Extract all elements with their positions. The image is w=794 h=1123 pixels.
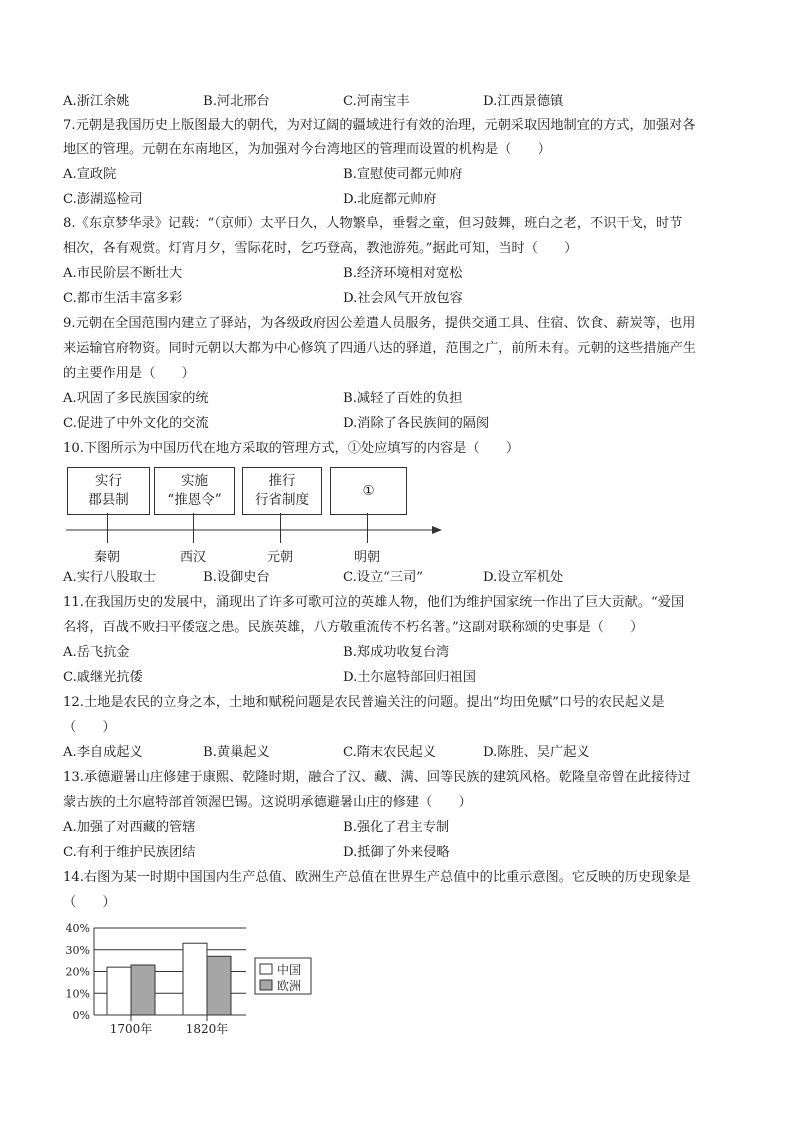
q12-stem-line-2: （ ） bbox=[63, 720, 116, 735]
q9-stem-line-2: 来运输官府物资。同时元朝以大都为中心修筑了四通八达的驿道，范围之广，前所未有。元朝的这些措施产生 bbox=[63, 341, 696, 356]
q6-option-d: D.江西景德镇 bbox=[483, 94, 564, 109]
flow-box-yuan-line-1: 推行 bbox=[268, 473, 296, 489]
q13-option-a: A.加强了对西藏的管辖 bbox=[63, 820, 196, 835]
label-yuan: 元朝 bbox=[266, 550, 293, 565]
q14-stem-line-1: 14.右图为某一时期中国国内生产总值、欧洲生产总值在世界生产总值中的比重示意图。它反映的历史现象是 bbox=[63, 870, 691, 885]
legend-swatch-1 bbox=[260, 980, 272, 990]
label-xihan: 西汉 bbox=[179, 550, 206, 565]
x-tick-label: 1700年 bbox=[109, 1022, 153, 1036]
q7-option-b: B.宣慰使司都元帅府 bbox=[343, 167, 463, 182]
gdp-share-chart bbox=[60, 918, 330, 1040]
tick-yuan bbox=[280, 513, 281, 543]
bar-1-0 bbox=[131, 965, 155, 1015]
q6-option-c: C.河南宝丰 bbox=[343, 94, 410, 109]
bar-0-0 bbox=[107, 967, 131, 1015]
q11-stem-line-2: 名将，百战不败扫平倭寇之患。民族英雄，八方敬重流传不朽名著。”这副对联称颂的史事是（ ） bbox=[63, 620, 644, 635]
legend-label-1: 欧洲 bbox=[277, 979, 302, 993]
flow-box-xihan-line-1: 实施 bbox=[181, 473, 208, 489]
q12-option-c: C.隋末农民起义 bbox=[343, 745, 436, 760]
flow-box-yuan-line-2: 行省制度 bbox=[255, 492, 309, 508]
tick-ming bbox=[367, 513, 368, 543]
legend-swatch-0 bbox=[260, 964, 272, 974]
y-tick-label: 20% bbox=[65, 965, 90, 979]
bar-0-1 bbox=[183, 943, 207, 1015]
flow-box-qin bbox=[67, 467, 150, 515]
flow-box-qin-line-1: 实行 bbox=[95, 473, 122, 489]
q11-option-b: B.郑成功收复台湾 bbox=[343, 645, 450, 660]
q8-option-d: D.社会风气开放包容 bbox=[343, 291, 463, 306]
q13-option-d: D.抵御了外来侵略 bbox=[343, 845, 450, 860]
q12-stem-line-1: 12.土地是农民的立身之本，土地和赋税问题是农民普遍关注的问题。提出“均田免赋”口号的农民起义是 bbox=[63, 695, 665, 710]
tick-qin bbox=[107, 513, 108, 543]
q8-option-b: B.经济环境相对宽松 bbox=[343, 266, 463, 281]
q13-stem-line-2: 蒙古族的土尔扈特部首领渥巴锡。这说明承德避暑山庄的修建（ ） bbox=[63, 795, 472, 810]
label-ming: 明朝 bbox=[353, 550, 380, 565]
q6-option-a: A.浙江余姚 bbox=[63, 94, 130, 109]
flow-box-ming-blank: ① bbox=[362, 482, 375, 499]
q11-option-c: C.戚继光抗倭 bbox=[63, 670, 143, 685]
q13-option-c: C.有利于维护民族团结 bbox=[63, 845, 196, 860]
timeline-arrow bbox=[60, 520, 450, 540]
flow-box-xihan bbox=[154, 467, 235, 515]
y-tick-label: 10% bbox=[65, 987, 90, 1001]
y-tick-label: 0% bbox=[72, 1009, 90, 1022]
q12-option-a: A.李自成起义 bbox=[63, 745, 143, 760]
q11-stem-line-1: 11.在我国历史的发展中，涌现出了许多可歌可泣的英雄人物，他们为维护国家统一作出了巨大贡献。“爱国 bbox=[63, 595, 685, 610]
q8-option-c: C.都市生活丰富多彩 bbox=[63, 291, 183, 306]
q9-option-c: C.促进了中外文化的交流 bbox=[63, 416, 209, 431]
q11-option-d: D.土尔扈特部回归祖国 bbox=[343, 670, 476, 685]
q10-stem: 10.下图所示为中国历代在地方采取的管理方式，①处应填写的内容是（ ） bbox=[63, 441, 520, 456]
q13-stem-line-1: 13.承德避暑山庄修建于康熙、乾隆时期，融合了汉、藏、满、回等民族的建筑风格。乾隆皇帝曾在此接待过 bbox=[63, 770, 691, 785]
q11-option-a: A.岳飞抗金 bbox=[63, 645, 130, 660]
q10-option-a: A.实行八股取士 bbox=[63, 570, 156, 585]
q7-option-a: A.宣政院 bbox=[63, 167, 117, 182]
q7-option-d: D.北庭都元帅府 bbox=[343, 192, 437, 207]
q9-stem-line-1: 9.元朝在全国范围内建立了驿站，为各级政府因公差遣人员服务，提供交通工具、住宿、饮食、薪炭等，也用 bbox=[63, 316, 696, 331]
x-tick-label: 1820年 bbox=[185, 1022, 229, 1036]
q9-option-a: A.巩固了多民族国家的统 bbox=[63, 391, 209, 406]
y-tick-label: 30% bbox=[65, 943, 90, 957]
tick-xihan bbox=[193, 513, 194, 543]
flow-box-qin-line-2: 郡县制 bbox=[88, 492, 129, 508]
q8-stem-line-1: 8.《东京梦华录》记载：“（京师）太平日久，人物繁阜，垂髫之童，但习鼓舞，班白之老，不识干戈，时节 bbox=[63, 216, 683, 231]
q7-option-c: C.澎湖巡检司 bbox=[63, 192, 143, 207]
y-tick-label: 40% bbox=[65, 922, 90, 935]
q12-option-d: D.陈胜、吴广起义 bbox=[483, 745, 590, 760]
flow-box-ming bbox=[330, 467, 407, 515]
flow-box-yuan bbox=[242, 467, 322, 515]
q12-option-b: B.黄巢起义 bbox=[203, 745, 270, 760]
q9-option-d: D.消除了各民族间的隔阂 bbox=[343, 416, 490, 431]
q9-option-b: B.减轻了百姓的负担 bbox=[343, 391, 463, 406]
q7-stem-line-2: 地区的管理。元朝在东南地区，为加强对今台湾地区的管理而设置的机构是（ ） bbox=[63, 142, 551, 157]
legend-label-0: 中国 bbox=[277, 963, 302, 977]
q14-stem-line-2: （ ） bbox=[63, 895, 116, 910]
q6-option-b: B.河北邢台 bbox=[203, 94, 270, 109]
q8-option-a: A.市民阶层不断壮大 bbox=[63, 266, 183, 281]
q10-option-c: C.设立“三司” bbox=[343, 570, 424, 585]
q7-stem-line-1: 7.元朝是我国历史上版图最大的朝代，为对辽阔的疆域进行有效的治理，元朝采取因地制宜的方式，加强对各 bbox=[63, 118, 696, 133]
flow-box-xihan-line-2: “推恩令” bbox=[167, 492, 222, 508]
q13-option-b: B.强化了君主专制 bbox=[343, 820, 450, 835]
q9-stem-line-3: 的主要作用是（ ） bbox=[63, 366, 195, 381]
q10-option-d: D.设立军机处 bbox=[483, 570, 564, 585]
q8-stem-line-2: 相次，各有观赏。灯宵月夕，雪际花时，乞巧登高，教池游苑。”据此可知，当时（ ） bbox=[63, 241, 578, 256]
q10-option-b: B.设御史台 bbox=[203, 570, 270, 585]
label-qin: 秦朝 bbox=[93, 550, 120, 565]
bar-1-1 bbox=[207, 956, 231, 1015]
